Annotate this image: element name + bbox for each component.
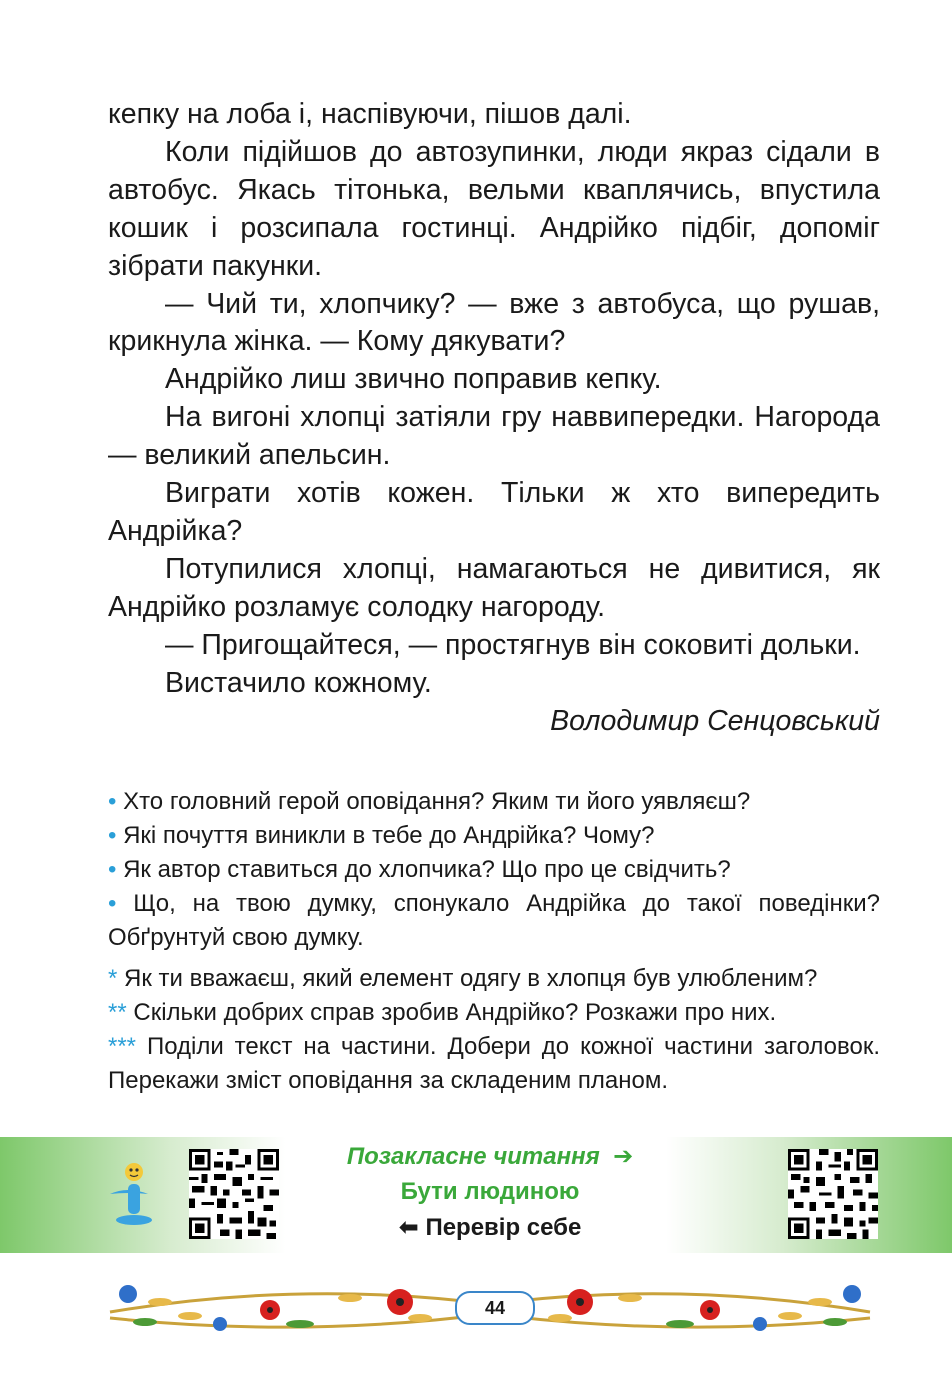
extra-reading-link[interactable]: Позакласне читання ➔: [300, 1139, 680, 1175]
task-item: [108, 962, 880, 996]
difficulty-star-icon: **: [108, 999, 127, 1026]
task-text: Поділи текст на частини. Добери до кожної частини заголовок. Перекажи зміст оповідання за складеним планом.: [108, 1033, 880, 1094]
difficulty-star-icon: ***: [108, 1033, 137, 1060]
story-paragraph: Андрійко лиш звично поправив кепку.: [165, 363, 662, 396]
page-number: 44: [484, 1298, 506, 1318]
story-paragraph: кепку на лоба і, наспівуючи, пішов далі.: [108, 98, 632, 130]
qr-code-icon[interactable]: [788, 1149, 878, 1239]
story-paragraph: Виграти хотів кожен. Тільки ж хто випередить Андрійка?: [108, 477, 880, 547]
self-check-link[interactable]: ⬅ Перевір себе: [300, 1209, 680, 1247]
bullet-icon: •: [108, 822, 117, 849]
task-text: Як ти вважаєш, який елемент одягу в хлопця був улюбленим?: [124, 965, 818, 992]
question-item: [108, 785, 880, 819]
question-item: [108, 853, 880, 887]
story-paragraph: Потупилися хлопці, намагаються не дивитися, як Андрійко розламує солодку нагороду.: [108, 552, 880, 623]
story-paragraph: — Чий ти, хлопчику? — вже з автобуса, що рушав, крикнула жінка. — Кому дякувати?: [108, 287, 880, 358]
arrow-right-icon: ➔: [613, 1143, 634, 1170]
qr-code-icon[interactable]: [189, 1149, 279, 1239]
questions-list: [108, 785, 880, 955]
difficulty-star-icon: *: [108, 965, 118, 992]
bullet-icon: •: [108, 856, 117, 883]
reading-title-link[interactable]: Бути людиною: [400, 1178, 580, 1205]
task-text: Скільки добрих справ зробив Андрійко? Розкажи про них.: [133, 999, 777, 1026]
story-paragraph: Вистачило кожному.: [165, 666, 432, 699]
question-item: [108, 819, 880, 853]
story-paragraph: Коли підійшов до автозупинки, люди якраз сідали в автобус. Якась тітонька, вельми кваплячись, впустила кошик і розсипала гостинці. Андрійко підбіг, допоміг зібрати пакунки.: [108, 135, 880, 282]
bullet-icon: •: [108, 788, 117, 815]
question-item: [108, 887, 880, 955]
story-paragraph: — Пригощайтеся, — простягнув він соковиті дольки.: [165, 628, 861, 661]
arrow-left-icon: ⬅: [398, 1214, 419, 1241]
tasks-list: [108, 962, 880, 1098]
mascot-icon: [104, 1160, 156, 1228]
story-paragraph: На вигоні хлопці затіяли гру наввипередки. Нагорода — великий апельсин.: [108, 401, 880, 472]
question-text: Як автор ставиться до хлопчика? Що про це свідчить?: [123, 856, 731, 883]
question-text: Які почуття виникли в тебе до Андрійка? Чому?: [123, 822, 655, 849]
band-links: [300, 1139, 680, 1247]
question-text: Що, на твою думку, спонукало Андрійка до такої поведінки? Обґрунтуй свою думку.: [108, 890, 880, 951]
question-text: Хто головний герой оповідання? Яким ти його уявляєш?: [123, 788, 751, 815]
story-text: [108, 96, 880, 740]
bullet-icon: •: [108, 890, 117, 917]
story-author: Володимир Сенцовський: [550, 704, 880, 737]
task-item: [108, 996, 880, 1030]
task-item: [108, 1030, 880, 1098]
